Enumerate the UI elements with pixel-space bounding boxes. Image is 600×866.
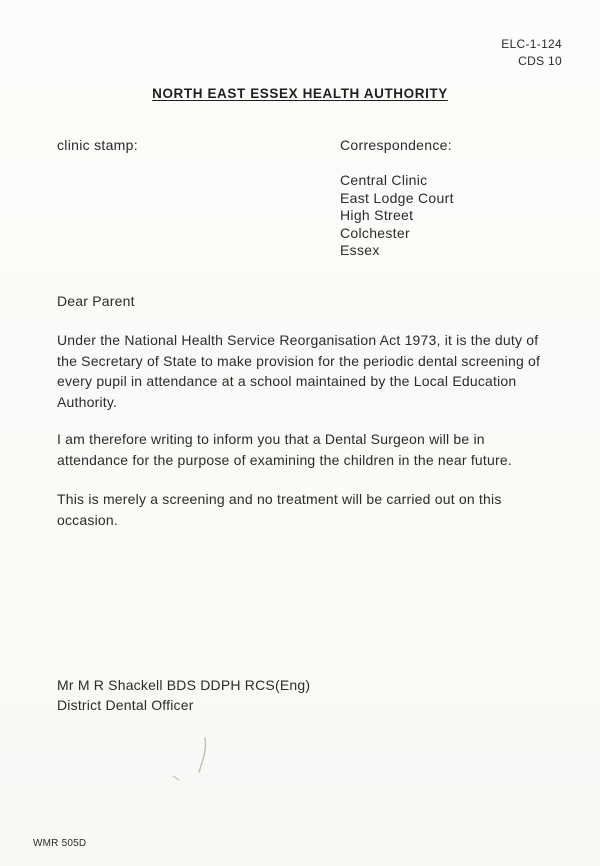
form-code: WMR 505D — [33, 838, 87, 849]
paragraph-3: This is merely a screening and no treatment will be carried out on this occasion. — [57, 491, 502, 528]
signature-block — [57, 675, 310, 715]
clinic-stamp-label: clinic stamp: — [57, 137, 138, 153]
correspondence-address — [340, 172, 454, 260]
faint-pen-mark — [165, 730, 225, 790]
greeting: Dear Parent — [57, 293, 135, 309]
reference-codes — [501, 36, 562, 70]
address-line: East Lodge Court — [340, 189, 454, 206]
signatory-name: Mr M R Shackell BDS DDPH RCS(Eng) — [57, 677, 311, 693]
correspondence-label: Correspondence: — [340, 137, 452, 153]
address-line: High Street — [340, 207, 414, 223]
address-line: Colchester — [340, 224, 410, 241]
paragraph-2: I am therefore writing to inform you that a Dental Surgeon will be in attendance for the purpose of examining the children in the near future. — [57, 431, 512, 468]
reference-code-2: CDS 10 — [518, 54, 562, 68]
address-line: Essex — [340, 242, 380, 258]
letter-heading: NORTH EAST ESSEX HEALTH AUTHORITY — [152, 86, 448, 101]
address-line: Central Clinic — [340, 172, 428, 188]
reference-code-1: ELC-1-124 — [501, 37, 562, 51]
signatory-role: District Dental Officer — [57, 697, 194, 713]
paragraph-1: Under the National Health Service Reorganisation Act 1973, it is the duty of the Secretary of State to make provision for the periodic dental screening of every pupil in attendance at a school maintained by the Local Education Authority. — [57, 332, 541, 410]
